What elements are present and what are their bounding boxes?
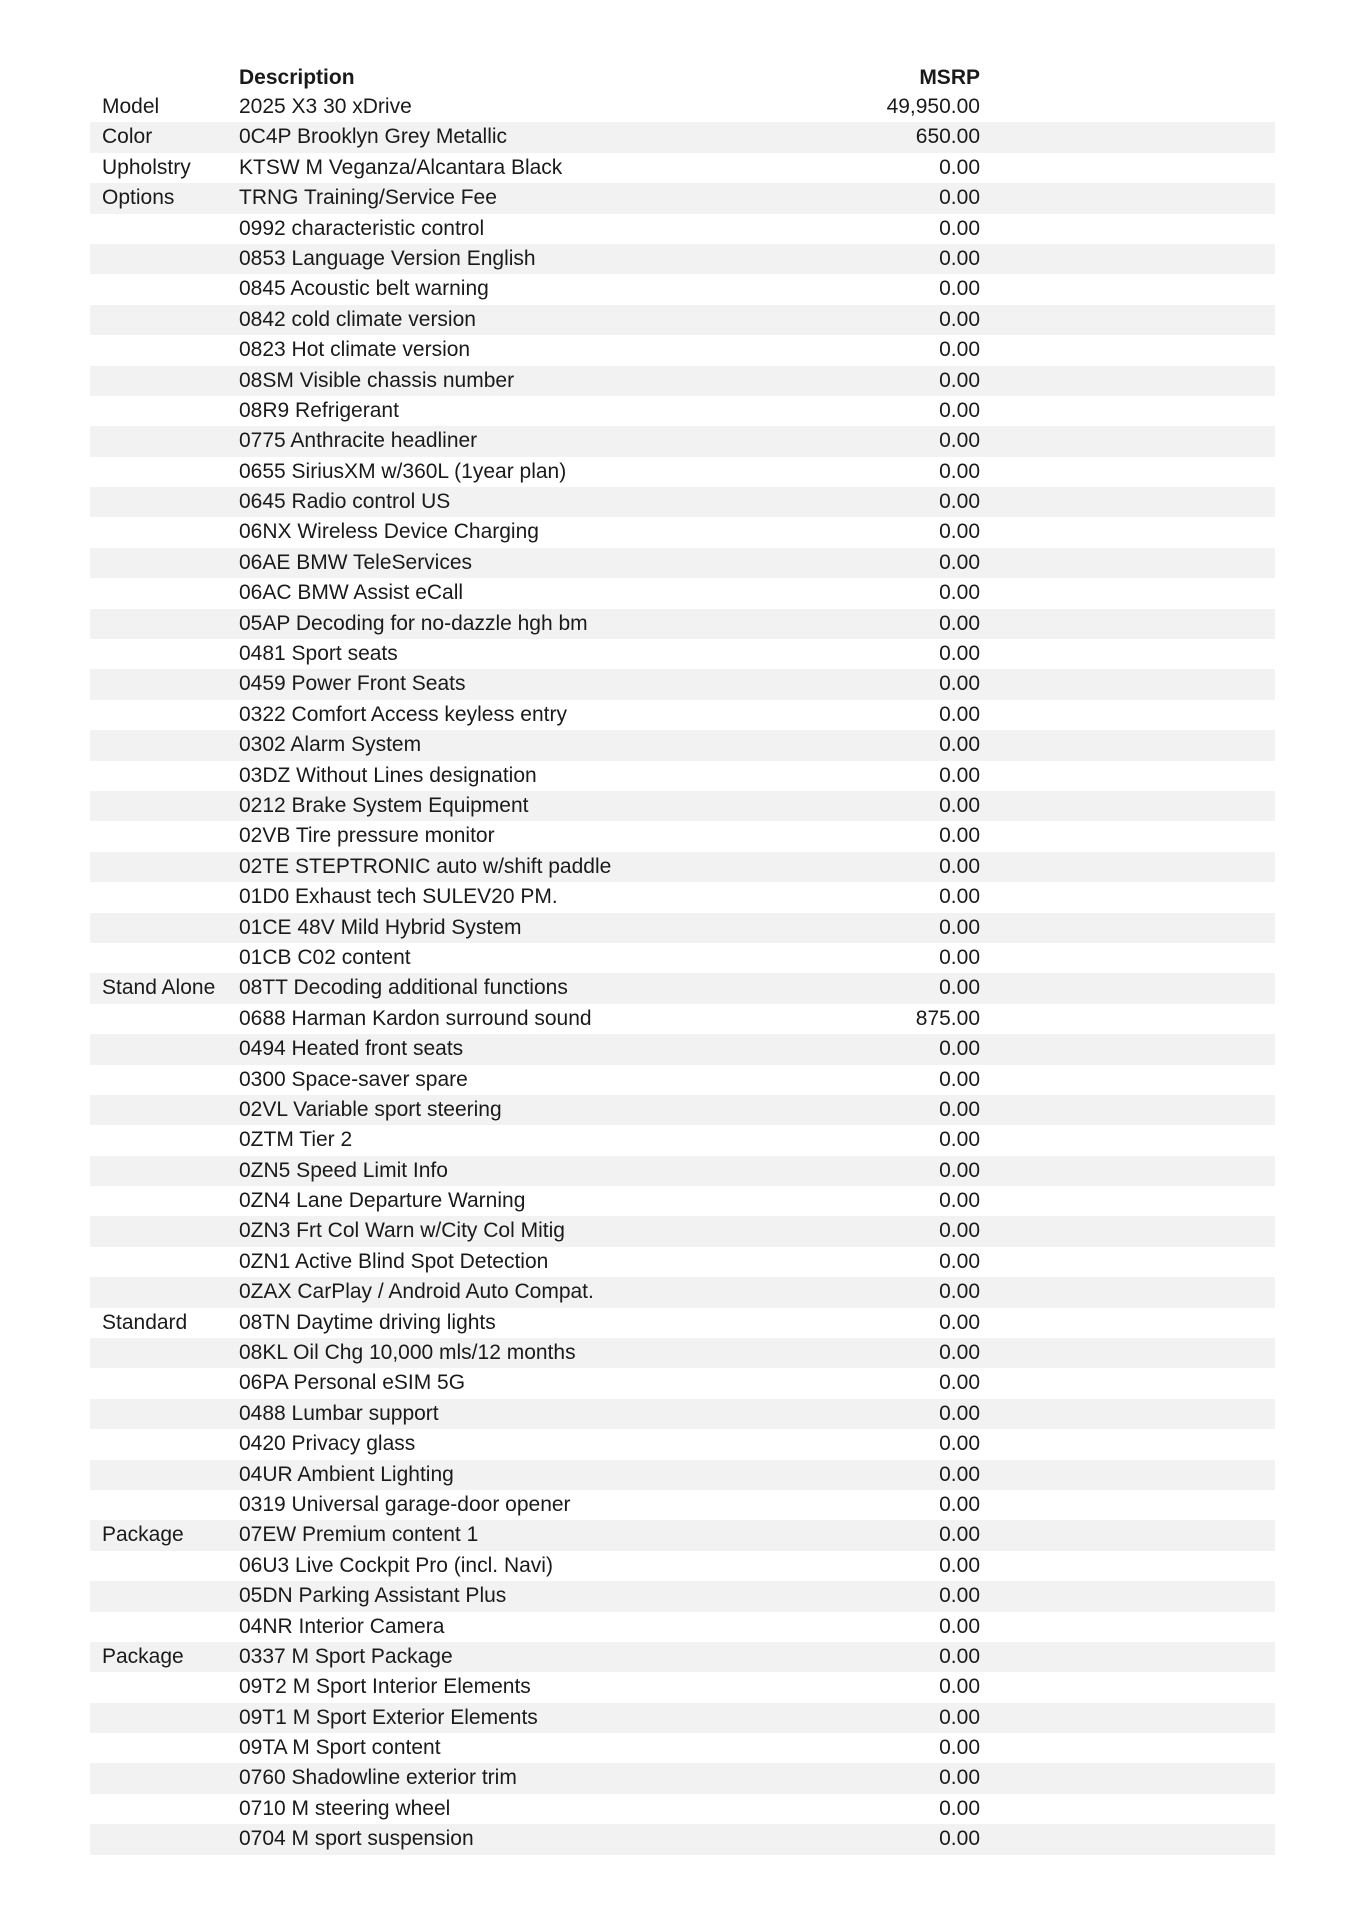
table-row <box>90 396 1275 426</box>
table-row <box>90 730 1275 760</box>
row-msrp: 875.00 <box>915 1006 980 1030</box>
row-msrp: 0.00 <box>939 1280 980 1304</box>
row-msrp: 0.00 <box>939 1644 980 1668</box>
table-row <box>90 1247 1275 1277</box>
row-msrp: 0.00 <box>939 1249 980 1273</box>
row-msrp: 0.00 <box>939 1189 980 1213</box>
row-description: 06U3 Live Cockpit Pro (incl. Navi) <box>239 1553 553 1577</box>
table-row <box>90 1429 1275 1459</box>
table-row <box>90 1338 1275 1368</box>
table-body <box>90 92 1275 1855</box>
row-msrp: 0.00 <box>939 216 980 240</box>
row-description: 01CB C02 content <box>239 945 411 969</box>
row-msrp: 0.00 <box>939 824 980 848</box>
table-row <box>90 153 1275 183</box>
row-msrp: 0.00 <box>939 1341 980 1365</box>
row-description: 06PA Personal eSIM 5G <box>239 1371 466 1395</box>
table-row <box>90 639 1275 669</box>
row-msrp: 0.00 <box>939 368 980 392</box>
row-msrp: 0.00 <box>939 763 980 787</box>
row-category: Stand Alone <box>102 976 216 1000</box>
row-description: 09T2 M Sport Interior Elements <box>239 1675 531 1699</box>
row-msrp: 0.00 <box>939 1736 980 1760</box>
row-description: 0319 Universal garage-door opener <box>239 1492 571 1516</box>
table-row <box>90 852 1275 882</box>
row-description: 06AC BMW Assist eCall <box>239 581 464 605</box>
row-category: Standard <box>102 1310 188 1334</box>
row-msrp: 0.00 <box>939 1310 980 1334</box>
table-row <box>90 274 1275 304</box>
row-msrp: 0.00 <box>939 338 980 362</box>
row-description: 0688 Harman Kardon surround sound <box>239 1006 592 1030</box>
row-description: 0710 M steering wheel <box>239 1796 451 1820</box>
table-row <box>90 609 1275 639</box>
row-category: Upholstry <box>102 155 191 179</box>
row-description: 0C4P Brooklyn Grey Metallic <box>239 125 508 149</box>
row-description: 01D0 Exhaust tech SULEV20 PM. <box>239 885 558 909</box>
row-description: 2025 X3 30 xDrive <box>239 95 412 118</box>
row-description: 06AE BMW TeleServices <box>239 550 473 574</box>
row-msrp: 0.00 <box>939 1128 980 1152</box>
row-description: 0704 M sport suspension <box>239 1827 474 1851</box>
table-row <box>90 487 1275 517</box>
table-row <box>90 1824 1275 1854</box>
table-row <box>90 669 1275 699</box>
row-description: 0ZN1 Active Blind Spot Detection <box>239 1249 549 1273</box>
row-msrp: 0.00 <box>939 520 980 544</box>
table-row <box>90 1368 1275 1398</box>
row-description: 0300 Space-saver spare <box>239 1067 468 1091</box>
row-description: 0ZN3 Frt Col Warn w/City Col Mitig <box>239 1219 565 1243</box>
row-description: 08SM Visible chassis number <box>239 368 515 392</box>
row-description: KTSW M Veganza/Alcantara Black <box>239 155 563 179</box>
row-msrp: 0.00 <box>939 1037 980 1061</box>
table-row <box>90 973 1275 1003</box>
table-row <box>90 1733 1275 1763</box>
row-msrp: 0.00 <box>939 490 980 514</box>
row-msrp: 49,950.00 <box>886 95 980 118</box>
table-row <box>90 1034 1275 1064</box>
row-msrp: 0.00 <box>939 854 980 878</box>
row-description: 02TE STEPTRONIC auto w/shift paddle <box>239 854 612 878</box>
row-msrp: 0.00 <box>939 186 980 210</box>
row-description: 08TN Daytime driving lights <box>239 1310 496 1334</box>
table-row <box>90 1186 1275 1216</box>
row-description: 08TT Decoding additional functions <box>239 976 568 1000</box>
row-description: TRNG Training/Service Fee <box>239 186 497 210</box>
row-msrp: 0.00 <box>939 1796 980 1820</box>
row-msrp: 0.00 <box>939 945 980 969</box>
table-row <box>90 335 1275 365</box>
table-row <box>90 1308 1275 1338</box>
table-row <box>90 244 1275 274</box>
table-row <box>90 1065 1275 1095</box>
header-msrp: MSRP <box>919 66 980 89</box>
table-row <box>90 305 1275 335</box>
table-row <box>90 366 1275 396</box>
row-description: 05DN Parking Assistant Plus <box>239 1584 507 1608</box>
row-msrp: 0.00 <box>939 459 980 483</box>
row-description: 08R9 Refrigerant <box>239 398 399 422</box>
row-description: 0302 Alarm System <box>239 733 422 757</box>
row-msrp: 0.00 <box>939 1584 980 1608</box>
row-msrp: 0.00 <box>939 642 980 666</box>
table-row <box>90 1490 1275 1520</box>
row-msrp: 0.00 <box>939 1371 980 1395</box>
table-row <box>90 821 1275 851</box>
table-row <box>90 548 1275 578</box>
table-row <box>90 700 1275 730</box>
row-msrp: 0.00 <box>939 1675 980 1699</box>
table-row <box>90 791 1275 821</box>
row-category: Color <box>102 125 153 149</box>
row-description: 0853 Language Version English <box>239 246 536 270</box>
row-msrp: 0.00 <box>939 1067 980 1091</box>
row-msrp: 0.00 <box>939 702 980 726</box>
row-description: 0481 Sport seats <box>239 642 398 666</box>
table-row <box>90 1581 1275 1611</box>
table-row <box>90 1277 1275 1307</box>
row-category: Package <box>102 1523 184 1547</box>
row-description: 0760 Shadowline exterior trim <box>239 1766 517 1790</box>
table-row <box>90 1004 1275 1034</box>
row-description: 09T1 M Sport Exterior Elements <box>239 1705 538 1729</box>
row-description: 09TA M Sport content <box>239 1736 441 1760</box>
row-description: 0655 SiriusXM w/360L (1year plan) <box>239 459 567 483</box>
row-description: 0212 Brake System Equipment <box>239 793 529 817</box>
row-description: 0459 Power Front Seats <box>239 672 466 696</box>
row-msrp: 0.00 <box>939 155 980 179</box>
row-description: 07EW Premium content 1 <box>239 1523 479 1547</box>
row-description: 0645 Radio control US <box>239 490 451 514</box>
row-msrp: 0.00 <box>939 976 980 1000</box>
row-description: 0ZTM Tier 2 <box>239 1128 353 1152</box>
table-row <box>90 517 1275 547</box>
table-row <box>90 1794 1275 1824</box>
table-row <box>90 1520 1275 1550</box>
table-row <box>90 578 1275 608</box>
row-msrp: 0.00 <box>939 1523 980 1547</box>
table-row <box>90 1125 1275 1155</box>
row-msrp: 0.00 <box>939 246 980 270</box>
table-row <box>90 913 1275 943</box>
table-row <box>90 1399 1275 1429</box>
table-row <box>90 1460 1275 1490</box>
row-description: 0ZN5 Speed Limit Info <box>239 1158 448 1182</box>
table-row <box>90 882 1275 912</box>
table-row <box>90 1156 1275 1186</box>
table-row <box>90 214 1275 244</box>
row-description: 0ZN4 Lane Departure Warning <box>239 1189 526 1213</box>
row-description: 02VL Variable sport steering <box>239 1097 502 1121</box>
row-description: 0337 M Sport Package <box>239 1644 453 1668</box>
row-description: 05AP Decoding for no-dazzle hgh bm <box>239 611 588 635</box>
row-msrp: 0.00 <box>939 1158 980 1182</box>
table-row <box>90 92 1275 122</box>
table-row <box>90 761 1275 791</box>
table-row <box>90 1216 1275 1246</box>
row-description: 0420 Privacy glass <box>239 1432 416 1456</box>
row-msrp: 0.00 <box>939 1401 980 1425</box>
row-msrp: 0.00 <box>939 1553 980 1577</box>
table-row <box>90 1095 1275 1125</box>
row-msrp: 0.00 <box>939 1462 980 1486</box>
table-row <box>90 1703 1275 1733</box>
row-msrp: 0.00 <box>939 611 980 635</box>
table-header <box>90 64 1275 92</box>
row-msrp: 0.00 <box>939 793 980 817</box>
table-row <box>90 943 1275 973</box>
row-description: 0842 cold climate version <box>239 307 476 331</box>
row-msrp: 0.00 <box>939 398 980 422</box>
row-msrp: 0.00 <box>939 307 980 331</box>
row-description: 0488 Lumbar support <box>239 1401 439 1425</box>
row-description: 03DZ Without Lines designation <box>239 763 537 787</box>
price-sheet <box>90 64 1275 1855</box>
table-row <box>90 1612 1275 1642</box>
row-msrp: 0.00 <box>939 1432 980 1456</box>
row-description: 01CE 48V Mild Hybrid System <box>239 915 522 939</box>
row-description: 04UR Ambient Lighting <box>239 1462 454 1486</box>
table-row <box>90 183 1275 213</box>
row-category: Options <box>102 186 175 210</box>
row-description: 0322 Comfort Access keyless entry <box>239 702 567 726</box>
row-msrp: 0.00 <box>939 277 980 301</box>
row-description: 02VB Tire pressure monitor <box>239 824 495 848</box>
row-msrp: 0.00 <box>939 550 980 574</box>
row-description: 08KL Oil Chg 10,000 mls/12 months <box>239 1341 576 1365</box>
row-msrp: 0.00 <box>939 733 980 757</box>
row-description: 0823 Hot climate version <box>239 338 471 362</box>
row-msrp: 0.00 <box>939 1827 980 1851</box>
row-msrp: 0.00 <box>939 1614 980 1638</box>
row-msrp: 0.00 <box>939 672 980 696</box>
row-description: 0845 Acoustic belt warning <box>239 277 489 301</box>
row-category: Model <box>102 95 160 118</box>
table-row <box>90 426 1275 456</box>
row-msrp: 0.00 <box>939 581 980 605</box>
row-description: 0992 characteristic control <box>239 216 485 240</box>
row-description: 0494 Heated front seats <box>239 1037 464 1061</box>
header-description: Description <box>239 66 355 89</box>
table-row <box>90 122 1275 152</box>
row-msrp: 650.00 <box>915 125 980 149</box>
table-row <box>90 1551 1275 1581</box>
row-description: 06NX Wireless Device Charging <box>239 520 539 544</box>
row-msrp: 0.00 <box>939 885 980 909</box>
row-msrp: 0.00 <box>939 1492 980 1516</box>
row-msrp: 0.00 <box>939 1766 980 1790</box>
table-row <box>90 1642 1275 1672</box>
row-msrp: 0.00 <box>939 1097 980 1121</box>
table-row <box>90 1763 1275 1793</box>
row-msrp: 0.00 <box>939 1219 980 1243</box>
table-row <box>90 457 1275 487</box>
row-description: 0ZAX CarPlay / Android Auto Compat. <box>239 1280 594 1304</box>
row-description: 04NR Interior Camera <box>239 1614 445 1638</box>
row-category: Package <box>102 1644 184 1668</box>
row-msrp: 0.00 <box>939 429 980 453</box>
row-description: 0775 Anthracite headliner <box>239 429 478 453</box>
row-msrp: 0.00 <box>939 1705 980 1729</box>
row-msrp: 0.00 <box>939 915 980 939</box>
table-row <box>90 1672 1275 1702</box>
